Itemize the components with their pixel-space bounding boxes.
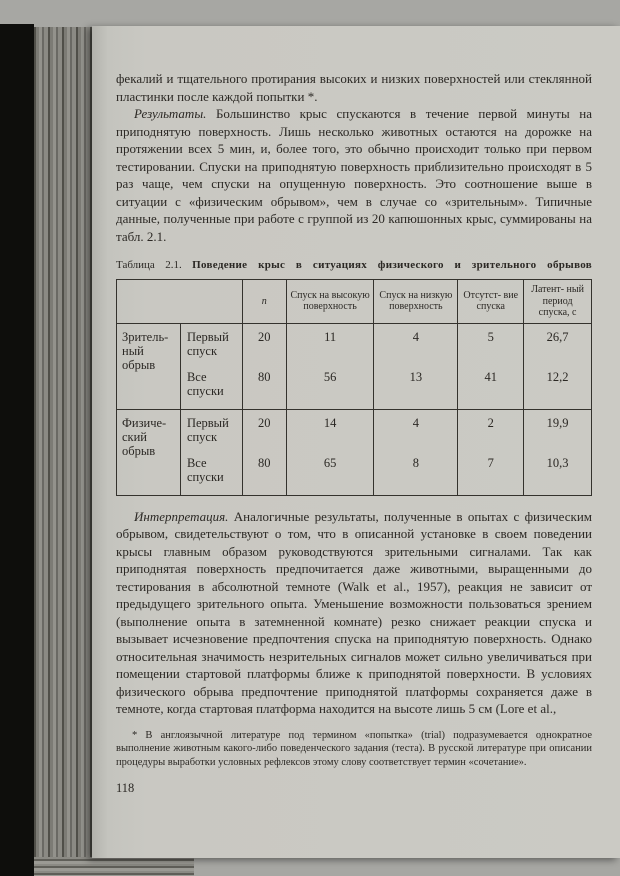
table-cell: 41 bbox=[458, 364, 524, 410]
col-header-no-descent: Отсутст- вие спуска bbox=[458, 280, 524, 324]
table-cell: 7 bbox=[458, 450, 524, 496]
table-cell: 65 bbox=[286, 450, 374, 496]
table-row bbox=[117, 450, 592, 496]
paragraph-lead: Интерпретация. bbox=[134, 508, 229, 524]
paragraph-text: Аналогичные результаты, полученные в опытах с физическим обрывом, свидетельствуют о том, что в описанной установке в своем поведении крысы главным образом руководствуются зрительными сигналами. Так как приподнятая поверхность предпочитается даже животными, выращенными до тестирования в абсолютной темноте (Walk et al., 1957), реакция не зависит от предыдущего зрительного опыта. Уменьшение возможности пользоваться зрением (выполнение опыта в затемненной комнате) резко снижает реакции спуска и вызывает исчезновение предпочтения спуска на приподнятую поверхность. Однако относительная значимость незрительных сигналов может сильно увеличиваться при помещении стартовой платформы ближе к приподнятой поверхности. В условиях физического обрыва предпочтение приподнятой платформы сохраняется даже в темноте, когда стартовая платформа находится на высоте лишь 5 см (Lore et al., bbox=[116, 508, 592, 716]
paragraph-text: Большинство крыс спускаются в течение первой минуты на приподнятую поверхность. Лишь несколько животных остаются на дорожке на протяжении всех 5 мин, и, более того, это обычно происходит только при первом тестировании. Спуски на приподнятую поверхность приблизительно происходят в 5 раз чаще, чем спуски на опущенную поверхность. Это соотношение выше в ситуации с «физическим обрывом», чем в случае со «зрительным». Типичные данные, полученные при работе с группой из 20 капюшонных крыс, суммированы на табл. 2.1. bbox=[116, 106, 592, 244]
table-cell: 10,3 bbox=[524, 450, 592, 496]
col-header-descent-high: Спуск на высокую поверхность bbox=[286, 280, 374, 324]
book-spine bbox=[0, 24, 34, 876]
table-row bbox=[117, 364, 592, 410]
table-cell: 19,9 bbox=[524, 409, 592, 450]
row-label: Все спуски bbox=[180, 450, 242, 496]
page-edges-left bbox=[34, 27, 92, 860]
col-header-n bbox=[242, 280, 286, 324]
table-row bbox=[117, 323, 592, 364]
paragraph-interpretation bbox=[116, 508, 592, 718]
table-caption-label: Таблица 2.1. bbox=[116, 259, 182, 271]
table-caption-text: Поведение крыс в ситуациях физического и зрительного обрывов bbox=[192, 259, 592, 271]
table-cell: 8 bbox=[374, 450, 458, 496]
table-header-row bbox=[117, 280, 592, 324]
row-group-label-visual-cliff bbox=[117, 323, 181, 409]
row-group-label-line: ный обрыв bbox=[122, 343, 156, 372]
table-cell: 14 bbox=[286, 409, 374, 450]
col-header-empty bbox=[117, 280, 243, 324]
paragraph-results bbox=[116, 105, 592, 245]
row-group-label-line: ский обрыв bbox=[122, 429, 156, 458]
col-header-descent-low: Спуск на низкую поверхность bbox=[374, 280, 458, 324]
row-label: Первый спуск bbox=[180, 409, 242, 450]
table-cell: 12,2 bbox=[524, 364, 592, 410]
row-label: Все спуски bbox=[180, 364, 242, 410]
table-row bbox=[117, 409, 592, 450]
table-cell: 2 bbox=[458, 409, 524, 450]
table-cell: 20 bbox=[242, 409, 286, 450]
table-cell: 4 bbox=[374, 409, 458, 450]
footnote: * В англоязычной литературе под термином «попытка» (trial) подразумевается однократное выполнение животным какого-либо поведенческого задания (теста). В русской литературе при описании процедуры выработки условных рефлексов этому слову соответствует термин «сочетание». bbox=[116, 729, 592, 768]
row-group-label-physical-cliff bbox=[117, 409, 181, 495]
table-cell: 11 bbox=[286, 323, 374, 364]
table-cell: 4 bbox=[374, 323, 458, 364]
table-cell: 80 bbox=[242, 450, 286, 496]
paragraph-lead: Результаты. bbox=[134, 106, 207, 121]
col-header-n-label: n bbox=[261, 295, 267, 307]
row-group-label-line: Зритель- bbox=[122, 329, 169, 344]
table-cell: 13 bbox=[374, 364, 458, 410]
page-edges-bottom bbox=[34, 857, 194, 876]
row-label: Первый спуск bbox=[180, 323, 242, 364]
table-caption bbox=[116, 258, 592, 272]
row-group-label-line: Физиче- bbox=[122, 415, 167, 430]
paragraph-text: фекалий и тщательного протирания высоких и низких поверхностей или стеклянной пластинки после каждой попытки *. bbox=[116, 71, 592, 104]
table-cell: 80 bbox=[242, 364, 286, 410]
table-cell: 5 bbox=[458, 323, 524, 364]
col-header-latency: Латент- ный период спуска, с bbox=[524, 280, 592, 324]
results-table bbox=[116, 279, 592, 496]
page-number: 118 bbox=[116, 781, 135, 795]
table-cell: 20 bbox=[242, 323, 286, 364]
page-content bbox=[92, 26, 620, 858]
book-page bbox=[92, 26, 620, 858]
table-cell: 56 bbox=[286, 364, 374, 410]
table-cell: 26,7 bbox=[524, 323, 592, 364]
paragraph-continuation bbox=[116, 70, 592, 105]
